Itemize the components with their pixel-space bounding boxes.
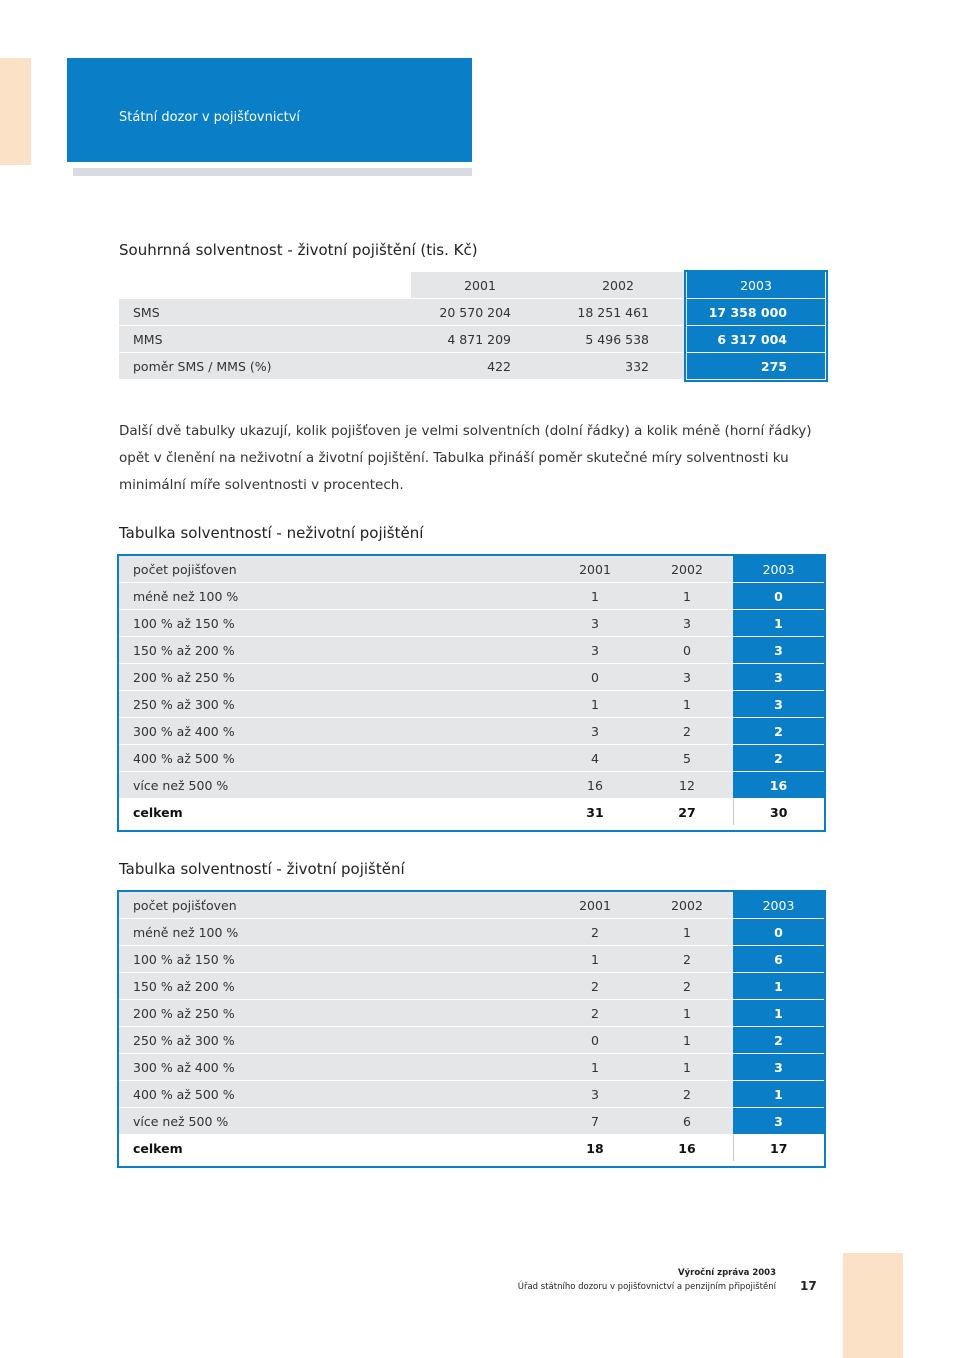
cell: 422 [411,353,549,380]
cell: 1 [641,1027,733,1054]
cell: 12 [641,772,733,799]
cell: 4 871 209 [411,326,549,353]
cell: 275 [687,353,825,380]
cell: 7 [549,1108,641,1135]
cell: 1 [733,610,824,637]
row-label: 150 % až 200 % [119,637,549,664]
cell: 1 [549,1054,641,1081]
row-label: 400 % až 500 % [119,1081,549,1108]
row-label: 300 % až 400 % [119,718,549,745]
row-label: více než 500 % [119,1108,549,1135]
row-label: 250 % až 300 % [119,691,549,718]
row-label: poměr SMS / MMS (%) [119,353,411,380]
total-cell: 30 [733,799,824,826]
row-label: 100 % až 150 % [119,946,549,973]
table-row [119,718,824,745]
row-label: 100 % až 150 % [119,610,549,637]
table3-life-solvency [119,892,824,1162]
cell: 2 [549,1000,641,1027]
table3-col-2003: 2003 [733,892,824,919]
footer-institution: Úřad státního dozoru v pojišťovnictví a penzijním připojištění [517,1282,776,1292]
table1-col-2003: 2003 [687,272,825,299]
cell: 1 [549,691,641,718]
table1-header-row [119,272,825,299]
cell: 2 [641,718,733,745]
total-cell: 31 [549,799,641,826]
cell: 3 [641,610,733,637]
total-cell: 18 [549,1135,641,1162]
cell: 2 [549,973,641,1000]
table-row [119,1027,824,1054]
cell: 2 [641,946,733,973]
table-row [119,664,824,691]
total-cell: 27 [641,799,733,826]
table-row [119,745,824,772]
table2-col-2002: 2002 [641,556,733,583]
table2-non-life-solvency [119,556,824,826]
cell: 3 [549,1081,641,1108]
table-row [119,353,825,380]
table-row [119,1081,824,1108]
row-label: méně než 100 % [119,583,549,610]
table-row [119,299,825,326]
table2-title: Tabulka solventností - neživotní pojištění [119,524,424,542]
cell: 17 358 000 [687,299,825,326]
table2-header-row [119,556,824,583]
cell: 3 [733,1054,824,1081]
cell: 6 [733,946,824,973]
total-label: celkem [119,1135,549,1162]
table3-header-label: počet pojišťoven [119,892,549,919]
row-label: 250 % až 300 % [119,1027,549,1054]
cell: 3 [733,1108,824,1135]
table-row [119,1000,824,1027]
total-cell: 16 [641,1135,733,1162]
cell: 5 496 538 [549,326,687,353]
cell: 0 [641,637,733,664]
row-label: 200 % až 250 % [119,664,549,691]
table-row [119,919,824,946]
table-row [119,772,824,799]
row-label: 150 % až 200 % [119,973,549,1000]
body-paragraph: Další dvě tabulky ukazují, kolik pojišťoven je velmi solventních (dolní řádky) a kolik méně (horní řádky) opět v členění na neživotní a životní pojištění. Tabulka přináší poměr skutečné míry solventnosti ku minimální míře solventnosti v procentech. [119,423,812,493]
table-row [119,691,824,718]
table-row [119,946,824,973]
cell: 16 [549,772,641,799]
table3-col-2001: 2001 [549,892,641,919]
header-title: Státní dozor v pojišťovnictví [119,110,301,125]
table3-header-row [119,892,824,919]
row-label: 200 % až 250 % [119,1000,549,1027]
cell: 1 [641,691,733,718]
cell: 3 [733,691,824,718]
table2-header-label: počet pojišťoven [119,556,549,583]
cell: 6 [641,1108,733,1135]
cell: 2 [641,973,733,1000]
table-row [119,610,824,637]
total-label: celkem [119,799,549,826]
cell: 3 [549,610,641,637]
cell: 0 [549,1027,641,1054]
table3-total-row [119,1135,824,1162]
cell: 1 [733,1000,824,1027]
cell: 3 [733,637,824,664]
cell: 1 [641,1000,733,1027]
cell: 1 [641,583,733,610]
cell: 5 [641,745,733,772]
table2-col-2003: 2003 [733,556,824,583]
decorative-peach-block-bottom [843,1253,903,1358]
cell: 1 [733,973,824,1000]
cell: 3 [641,664,733,691]
cell: 1 [549,946,641,973]
cell: 6 317 004 [687,326,825,353]
cell: 20 570 204 [411,299,549,326]
header-banner [67,58,472,162]
table1-summary-solvency [119,272,825,380]
cell: 18 251 461 [549,299,687,326]
cell: 2 [733,1027,824,1054]
cell: 0 [733,583,824,610]
table1-title: Souhrnná solventnost - životní pojištění (tis. Kč) [119,241,478,259]
cell: 3 [549,637,641,664]
cell: 1 [641,919,733,946]
table3-title: Tabulka solventností - životní pojištění [119,860,405,878]
cell: 2 [641,1081,733,1108]
cell: 1 [549,583,641,610]
cell: 332 [549,353,687,380]
table2-col-2001: 2001 [549,556,641,583]
header-shadow [73,168,472,176]
table1-col-2002: 2002 [549,272,687,299]
table2-total-row [119,799,824,826]
table-row [119,326,825,353]
total-cell: 17 [733,1135,824,1162]
table-row [119,1054,824,1081]
row-label: 300 % až 400 % [119,1054,549,1081]
table-row [119,583,824,610]
table-row [119,973,824,1000]
row-label: více než 500 % [119,772,549,799]
row-label: 400 % až 500 % [119,745,549,772]
cell: 3 [549,718,641,745]
cell: 2 [549,919,641,946]
cell: 0 [549,664,641,691]
table1-col-2001: 2001 [411,272,549,299]
table-row [119,1108,824,1135]
cell: 2 [733,745,824,772]
row-label: SMS [119,299,411,326]
cell: 4 [549,745,641,772]
decorative-peach-block-left [0,58,31,165]
page-number: 17 [800,1279,817,1293]
cell: 1 [641,1054,733,1081]
cell: 1 [733,1081,824,1108]
cell: 2 [733,718,824,745]
cell: 3 [733,664,824,691]
table-row [119,637,824,664]
row-label: MMS [119,326,411,353]
cell: 16 [733,772,824,799]
footer-report-title: Výroční zpráva 2003 [678,1268,776,1278]
cell: 0 [733,919,824,946]
row-label: méně než 100 % [119,919,549,946]
table3-col-2002: 2002 [641,892,733,919]
